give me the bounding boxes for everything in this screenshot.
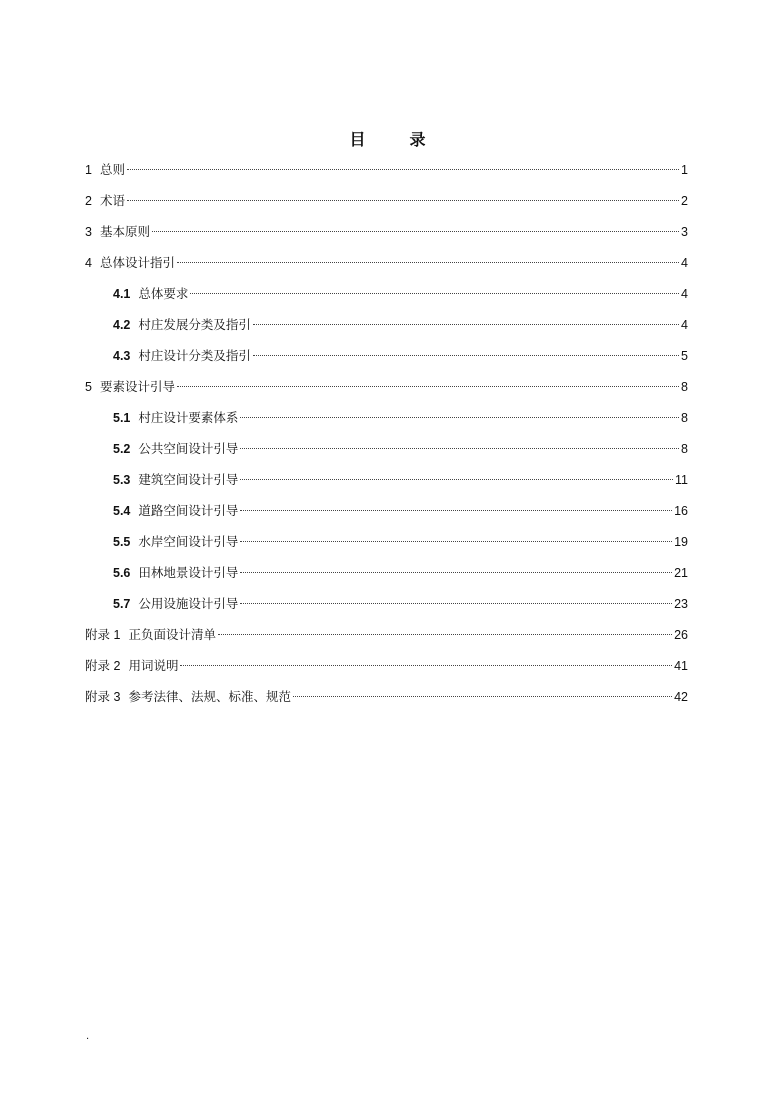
dot-leader	[127, 169, 679, 170]
toc-entry-text: 村庄设计分类及指引	[138, 348, 251, 363]
toc-entry-4[interactable]	[85, 253, 688, 284]
toc-entry-2[interactable]	[85, 191, 688, 222]
toc-entry-number: 4.2	[113, 318, 131, 332]
toc-entry-number: 3	[85, 225, 92, 239]
toc-entry-label	[85, 222, 150, 242]
toc-entry-number: 5.1	[113, 411, 131, 425]
dot-leader	[240, 417, 679, 418]
dot-leader	[218, 634, 672, 635]
dot-leader	[190, 293, 679, 294]
table-of-contents	[85, 160, 688, 718]
toc-entry-page: 19	[674, 535, 688, 549]
toc-entry-label	[113, 439, 238, 459]
toc-entry-page: 26	[674, 628, 688, 642]
dot-leader	[240, 448, 679, 449]
toc-entry-5-4[interactable]	[85, 501, 688, 532]
toc-entry-page: 4	[681, 287, 688, 301]
toc-entry-number: 附录 2	[85, 659, 121, 673]
toc-entry-page: 4	[681, 318, 688, 332]
dot-leader	[240, 572, 672, 573]
toc-entry-page: 5	[681, 349, 688, 363]
toc-entry-text: 总体要求	[138, 286, 189, 301]
toc-entry-page: 8	[681, 380, 688, 394]
toc-entry-label	[85, 656, 178, 676]
toc-entry-label	[85, 160, 125, 180]
toc-entry-page: 4	[681, 256, 688, 270]
toc-entry-number: 5.4	[113, 504, 131, 518]
dot-leader	[177, 262, 679, 263]
toc-entry-number: 附录 3	[85, 690, 121, 704]
toc-entry-number: 4.1	[113, 287, 131, 301]
toc-entry-number: 5.7	[113, 597, 131, 611]
toc-entry-label	[113, 284, 188, 304]
dot-leader	[180, 665, 672, 666]
toc-entry-text: 正负面设计清单	[128, 627, 216, 642]
toc-title: 目 录	[349, 130, 440, 149]
toc-entry-label	[85, 191, 125, 211]
toc-entry-number: 5.6	[113, 566, 131, 580]
toc-entry-appendix-1[interactable]	[85, 625, 688, 656]
toc-entry-label	[113, 501, 238, 521]
toc-entry-page: 11	[675, 473, 688, 487]
toc-entry-text: 道路空间设计引导	[138, 503, 239, 518]
dot-leader	[177, 386, 679, 387]
toc-entry-text: 村庄发展分类及指引	[138, 317, 251, 332]
toc-entry-text: 村庄设计要素体系	[138, 410, 239, 425]
toc-entry-text: 术语	[99, 193, 125, 208]
dot-leader	[293, 696, 672, 697]
toc-entry-page: 8	[681, 442, 688, 456]
toc-entry-appendix-3[interactable]	[85, 687, 688, 718]
toc-entry-number: 5	[85, 380, 92, 394]
dot-leader	[240, 541, 672, 542]
toc-entry-page: 16	[674, 504, 688, 518]
toc-entry-4-2[interactable]	[85, 315, 688, 346]
toc-entry-number: 1	[85, 163, 92, 177]
toc-entry-text: 公用设施设计引导	[138, 596, 239, 611]
toc-entry-text: 建筑空间设计引导	[138, 472, 239, 487]
toc-entry-page: 2	[681, 194, 688, 208]
dot-leader	[253, 355, 679, 356]
toc-entry-label	[85, 625, 216, 645]
toc-entry-page: 8	[681, 411, 688, 425]
toc-entry-label	[113, 594, 238, 614]
dot-leader	[127, 200, 679, 201]
toc-entry-page: 23	[674, 597, 688, 611]
dot-leader	[152, 231, 679, 232]
toc-entry-5-7[interactable]	[85, 594, 688, 625]
toc-entry-5-6[interactable]	[85, 563, 688, 594]
toc-entry-text: 要素设计引导	[99, 379, 175, 394]
toc-entry-text: 公共空间设计引导	[138, 441, 239, 456]
toc-entry-label	[85, 377, 175, 397]
toc-entry-text: 基本原则	[99, 224, 150, 239]
toc-entry-text: 总则	[99, 162, 125, 177]
dot-leader	[240, 510, 672, 511]
toc-entry-5-1[interactable]	[85, 408, 688, 439]
toc-entry-label	[85, 253, 175, 273]
toc-entry-4-3[interactable]	[85, 346, 688, 377]
toc-entry-label	[113, 408, 238, 428]
toc-entry-4-1[interactable]	[85, 284, 688, 315]
toc-entry-text: 参考法律、法规、标准、规范	[128, 689, 291, 704]
toc-entry-appendix-2[interactable]	[85, 656, 688, 687]
toc-entry-text: 用词说明	[128, 658, 179, 673]
toc-entry-number: 5.3	[113, 473, 131, 487]
toc-entry-page: 1	[681, 163, 688, 177]
toc-entry-3[interactable]	[85, 222, 688, 253]
toc-entry-number: 2	[85, 194, 92, 208]
toc-entry-number: 4	[85, 256, 92, 270]
toc-entry-page: 42	[674, 690, 688, 704]
toc-entry-label	[113, 563, 238, 583]
toc-entry-label	[85, 687, 291, 707]
footer-mark: .	[86, 1031, 90, 1042]
toc-entry-label	[113, 346, 251, 366]
toc-entry-number: 4.3	[113, 349, 131, 363]
toc-entry-number: 5.2	[113, 442, 131, 456]
dot-leader	[240, 479, 673, 480]
toc-entry-page: 21	[674, 566, 688, 580]
toc-entry-page: 3	[681, 225, 688, 239]
toc-entry-number: 附录 1	[85, 628, 121, 642]
toc-entry-5-2[interactable]	[85, 439, 688, 470]
toc-entry-label	[113, 315, 251, 335]
toc-entry-1[interactable]	[85, 160, 688, 191]
toc-entry-page: 41	[674, 659, 688, 673]
toc-entry-text: 田林地景设计引导	[138, 565, 239, 580]
toc-entry-text: 水岸空间设计引导	[138, 534, 239, 549]
toc-entry-label	[113, 532, 238, 552]
toc-entry-label	[113, 470, 238, 490]
dot-leader	[240, 603, 672, 604]
toc-entry-5[interactable]	[85, 377, 688, 408]
toc-entry-5-3[interactable]	[85, 470, 688, 501]
toc-entry-number: 5.5	[113, 535, 131, 549]
toc-entry-text: 总体设计指引	[99, 255, 175, 270]
toc-entry-5-5[interactable]	[85, 532, 688, 563]
dot-leader	[253, 324, 679, 325]
